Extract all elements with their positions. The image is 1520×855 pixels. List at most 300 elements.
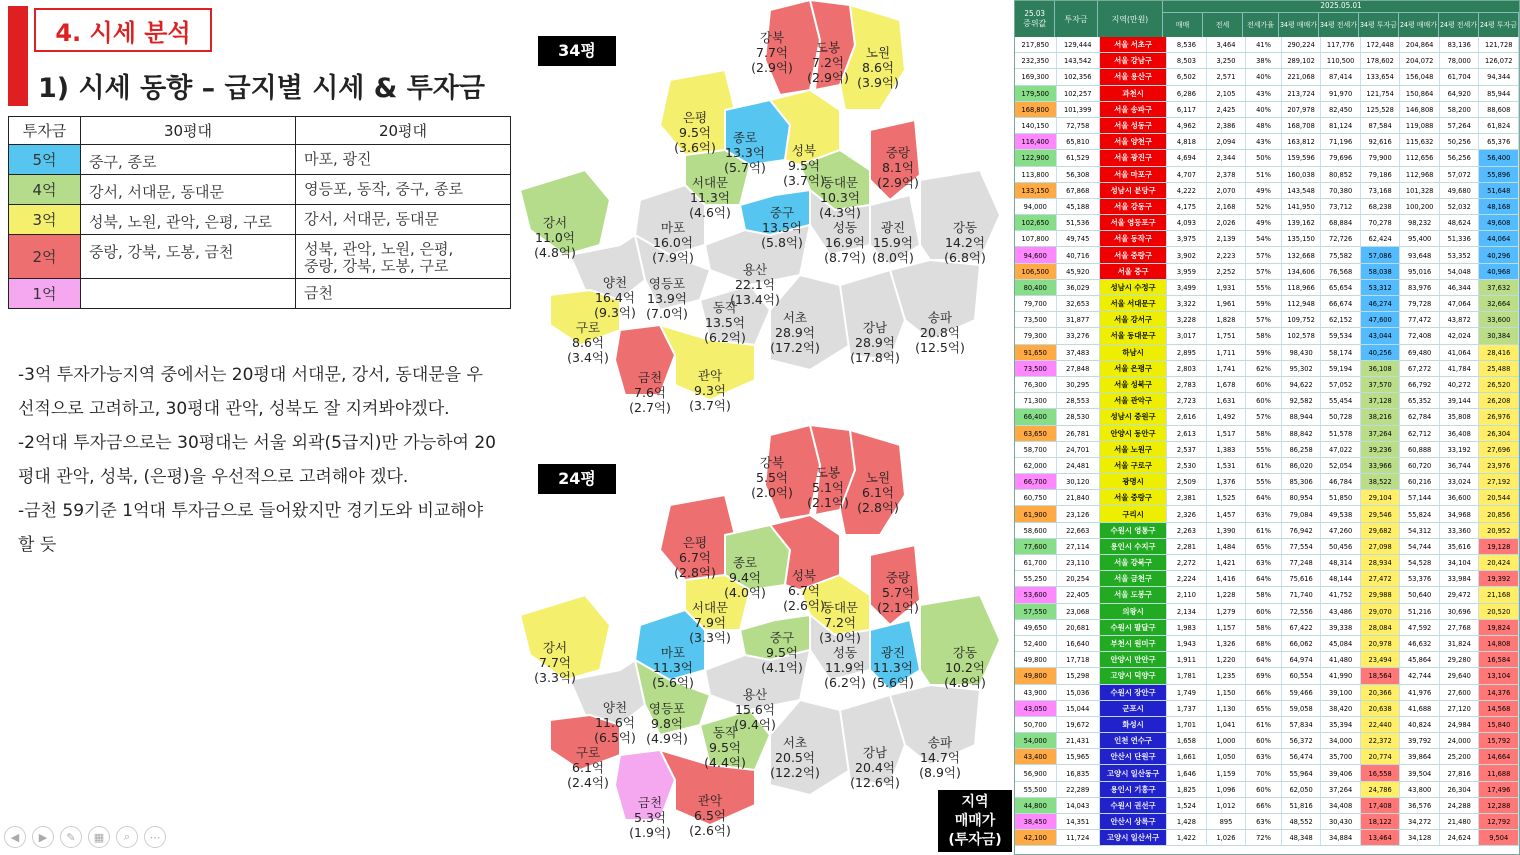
district-name: 마포 xyxy=(660,220,686,235)
table-cell: 안양시 동안구 xyxy=(1100,426,1167,441)
district-invest: (8.0억) xyxy=(872,250,914,265)
table-cell: 62,712 xyxy=(1400,426,1440,441)
table-cell: 2,134 xyxy=(1167,604,1207,619)
invest-20: 영등포, 동작, 중구, 종로 xyxy=(296,175,511,205)
district-price: 5.3억 xyxy=(634,810,666,825)
table-cell: 98,430 xyxy=(1282,345,1322,360)
table-cell: 49,538 xyxy=(1321,506,1361,521)
table-row xyxy=(1015,118,1519,134)
district-label xyxy=(770,310,820,355)
district-price: 6.1억 xyxy=(862,485,894,500)
table-cell: 132,668 xyxy=(1282,247,1322,262)
table-cell: 37,483 xyxy=(1057,345,1100,360)
table-cell: 52,054 xyxy=(1321,458,1361,473)
district-name: 영등포 xyxy=(648,276,686,291)
district-name: 광진 xyxy=(880,645,906,660)
table-cell: 54% xyxy=(1246,231,1282,246)
table-cell: 116,400 xyxy=(1015,134,1057,149)
table-cell: 2,252 xyxy=(1207,264,1247,279)
table-cell: 141,950 xyxy=(1282,199,1322,214)
table-cell: 25,488 xyxy=(1479,361,1519,376)
table-cell: 과천시 xyxy=(1100,86,1167,101)
district-name: 도봉 xyxy=(815,465,841,480)
table-cell: 34,408 xyxy=(1321,798,1361,813)
table-cell: 20,366 xyxy=(1361,685,1401,700)
table-cell: 16,584 xyxy=(1479,652,1519,667)
table-row xyxy=(1015,264,1519,280)
district-price: 13.5억 xyxy=(762,220,802,235)
table-cell: 160,038 xyxy=(1282,167,1322,182)
table-cell: 23,126 xyxy=(1057,506,1100,521)
invest-row xyxy=(9,175,511,205)
table-cell: 88,944 xyxy=(1282,409,1322,424)
table-cell: 58% xyxy=(1246,587,1282,602)
table-cell: 12,792 xyxy=(1479,814,1519,829)
district-price: 7.7억 xyxy=(756,45,788,60)
district-name: 강북 xyxy=(759,455,785,470)
table-cell: 80,954 xyxy=(1282,490,1322,505)
table-cell: 25,200 xyxy=(1440,749,1480,764)
table-cell: 1,828 xyxy=(1207,312,1247,327)
table-cell: 143,542 xyxy=(1057,53,1100,68)
table-cell: 46,784 xyxy=(1321,474,1361,489)
table-cell: 서울 강동구 xyxy=(1100,199,1167,214)
table-cell: 2,530 xyxy=(1167,458,1207,473)
table-cell: 서울 서초구 xyxy=(1100,37,1167,52)
table-cell: 17,408 xyxy=(1361,798,1401,813)
table-cell: 69% xyxy=(1246,668,1282,683)
table-cell: 2,070 xyxy=(1207,183,1247,198)
map-34-tag: 34평 xyxy=(538,36,616,66)
table-cell: 15,298 xyxy=(1057,668,1100,683)
table-cell: 63% xyxy=(1246,814,1282,829)
table-cell: 1,376 xyxy=(1207,474,1247,489)
district-label xyxy=(824,220,866,265)
table-cell: 57% xyxy=(1246,312,1282,327)
table-cell: 55,250 xyxy=(1015,571,1057,586)
district-name: 중구 xyxy=(769,630,795,645)
district-price: 6.7억 xyxy=(679,550,711,565)
more-icon[interactable]: ⋯ xyxy=(144,826,166,848)
table-cell: 1,422 xyxy=(1167,830,1207,845)
table-cell: 37,632 xyxy=(1479,280,1519,295)
table-row xyxy=(1015,167,1519,183)
table-cell: 인천 연수구 xyxy=(1100,733,1167,748)
table-cell: 49,745 xyxy=(1057,231,1100,246)
table-cell: 62,424 xyxy=(1361,231,1401,246)
table-cell: 43,486 xyxy=(1321,604,1361,619)
table-row xyxy=(1015,361,1519,377)
table-cell: 71,196 xyxy=(1321,134,1361,149)
district-invest: (2.9억) xyxy=(877,175,919,190)
table-row xyxy=(1015,328,1519,344)
table-cell: 1,492 xyxy=(1207,409,1247,424)
table-row xyxy=(1015,69,1519,85)
table-cell: 안산시 상록구 xyxy=(1100,814,1167,829)
table-cell: 13,104 xyxy=(1479,668,1519,683)
district-price: 13.5억 xyxy=(705,315,745,330)
district-price: 13.3억 xyxy=(725,145,765,160)
table-cell: 59,466 xyxy=(1282,685,1322,700)
table-cell: 고양시 일산서구 xyxy=(1100,830,1167,845)
table-cell: 1,711 xyxy=(1207,345,1247,360)
district-invest: (6.5억) xyxy=(594,730,636,745)
invest-amount: 3억 xyxy=(9,205,81,235)
table-cell: 139,162 xyxy=(1282,215,1322,230)
table-cell: 서울 동작구 xyxy=(1100,231,1167,246)
district-label xyxy=(944,645,986,690)
table-cell: 57,052 xyxy=(1321,377,1361,392)
table-cell: 12,288 xyxy=(1479,798,1519,813)
district-label xyxy=(915,310,965,355)
table-cell: 34,104 xyxy=(1440,555,1480,570)
note-item: -금천 59기준 1억대 투자금으로 들어왔지만 경기도와 비교해야 할 듯 xyxy=(18,501,484,555)
table-cell: 22,289 xyxy=(1057,782,1100,797)
district-name: 금천 xyxy=(637,370,663,385)
table-cell: 15,840 xyxy=(1479,717,1519,732)
table-cell: 117,776 xyxy=(1321,37,1361,52)
district-name: 강동 xyxy=(952,645,978,660)
table-cell: 40,716 xyxy=(1057,247,1100,262)
table-cell: 14,043 xyxy=(1057,798,1100,813)
table-cell: 119,088 xyxy=(1400,118,1440,133)
table-cell: 895 xyxy=(1207,814,1247,829)
district-label xyxy=(674,110,716,155)
table-cell: 56,400 xyxy=(1479,150,1519,165)
table-cell: 29,640 xyxy=(1440,668,1480,683)
table-cell: 2,386 xyxy=(1207,118,1247,133)
table-cell: 40,824 xyxy=(1400,717,1440,732)
district-name: 노원 xyxy=(865,470,891,485)
table-cell: 37,570 xyxy=(1361,377,1401,392)
table-cell: 63% xyxy=(1246,749,1282,764)
table-row xyxy=(1015,733,1519,749)
table-cell: 36,029 xyxy=(1057,280,1100,295)
table-cell: 30,430 xyxy=(1321,814,1361,829)
table-cell: 121,754 xyxy=(1361,86,1401,101)
table-cell: 94,622 xyxy=(1282,377,1322,392)
table-cell: 31,877 xyxy=(1057,312,1100,327)
table-cell: 60,216 xyxy=(1400,474,1440,489)
table-cell: 37,264 xyxy=(1361,426,1401,441)
district-invest: (12.5억) xyxy=(915,340,965,355)
table-cell: 27,600 xyxy=(1440,685,1480,700)
district-name: 금천 xyxy=(637,795,663,810)
district-name: 용산 xyxy=(742,262,768,277)
table-cell: 서울 용산구 xyxy=(1100,69,1167,84)
district-name: 구로 xyxy=(575,320,601,335)
table-cell: 33,192 xyxy=(1440,442,1480,457)
district-price: 11.3억 xyxy=(690,190,730,205)
district-invest: (2.9억) xyxy=(807,70,849,85)
table-cell: 24,984 xyxy=(1440,717,1480,732)
pen-icon[interactable]: ✎ xyxy=(60,826,82,848)
district-name: 송파 xyxy=(927,310,953,325)
table-cell: 서울 노원구 xyxy=(1100,442,1167,457)
table-row xyxy=(1015,620,1519,636)
table-row xyxy=(1015,765,1519,781)
table-cell: 8,536 xyxy=(1167,37,1207,52)
table-cell: 107,800 xyxy=(1015,231,1057,246)
table-cell: 36,600 xyxy=(1440,490,1480,505)
table-cell: 48,624 xyxy=(1440,215,1480,230)
table-cell: 64% xyxy=(1246,490,1282,505)
table-cell: 1,096 xyxy=(1207,782,1247,797)
slides-icon[interactable]: ▦ xyxy=(88,826,110,848)
table-row xyxy=(1015,571,1519,587)
district-price: 10.3억 xyxy=(820,190,860,205)
table-cell: 42,024 xyxy=(1440,328,1480,343)
col-header: 20평대 xyxy=(296,117,511,145)
table-cell: 58% xyxy=(1246,328,1282,343)
prev-icon[interactable]: ◀ xyxy=(4,826,26,848)
district-label xyxy=(944,220,986,265)
table-cell: 93,648 xyxy=(1400,247,1440,262)
table-cell: 79,300 xyxy=(1015,328,1057,343)
table-cell: 55% xyxy=(1246,474,1282,489)
table-cell: 65,810 xyxy=(1057,134,1100,149)
district-invest: (8.7억) xyxy=(824,250,866,265)
table-cell: 서울 성북구 xyxy=(1100,377,1167,392)
district-label xyxy=(872,220,914,265)
table-cell: 고양시 덕양구 xyxy=(1100,668,1167,683)
table-cell: 23,110 xyxy=(1057,555,1100,570)
table-row xyxy=(1015,523,1519,539)
table-cell: 59% xyxy=(1246,345,1282,360)
table-cell: 73,500 xyxy=(1015,312,1057,327)
district-name: 강동 xyxy=(952,220,978,235)
table-cell: 49,650 xyxy=(1015,620,1057,635)
table-cell: 26,304 xyxy=(1479,426,1519,441)
col-header: 24평 투자금 xyxy=(1479,13,1519,37)
table-cell: 27,098 xyxy=(1361,539,1401,554)
legend-invest: (투자금) xyxy=(948,832,1002,848)
table-cell: 121,728 xyxy=(1479,37,1519,52)
table-cell: 62,152 xyxy=(1321,312,1361,327)
table-cell: 20,681 xyxy=(1057,620,1100,635)
table-cell: 23,068 xyxy=(1057,604,1100,619)
district-name: 중랑 xyxy=(885,570,911,585)
table-cell: 60,554 xyxy=(1282,668,1322,683)
district-label xyxy=(751,30,793,75)
table-cell: 55,964 xyxy=(1282,765,1322,780)
table-cell: 102,650 xyxy=(1015,215,1057,230)
next-icon[interactable]: ▶ xyxy=(32,826,54,848)
district-label xyxy=(850,320,900,365)
table-cell: 61% xyxy=(1246,523,1282,538)
table-cell: 14,351 xyxy=(1057,814,1100,829)
district-price: 11.9억 xyxy=(825,660,865,675)
table-cell: 9,504 xyxy=(1479,830,1519,845)
table-cell: 45,920 xyxy=(1057,264,1100,279)
table-cell: 49,800 xyxy=(1015,652,1057,667)
table-cell: 43% xyxy=(1246,134,1282,149)
table-cell: 1,041 xyxy=(1207,717,1247,732)
table-cell: 1,421 xyxy=(1207,555,1247,570)
table-cell: 70,380 xyxy=(1321,183,1361,198)
legend-region: 지역 xyxy=(961,794,989,810)
table-cell: 76,568 xyxy=(1321,264,1361,279)
table-cell: 1,157 xyxy=(1207,620,1247,635)
table-row xyxy=(1015,604,1519,620)
table-cell: 29,104 xyxy=(1361,490,1401,505)
table-cell: 58,038 xyxy=(1361,264,1401,279)
table-cell: 1,749 xyxy=(1167,685,1207,700)
table-cell: 63% xyxy=(1246,506,1282,521)
table-cell: 61% xyxy=(1246,458,1282,473)
table-cell: 169,300 xyxy=(1015,69,1057,84)
table-cell: 36,108 xyxy=(1361,361,1401,376)
table-cell: 76,942 xyxy=(1282,523,1322,538)
district-price: 9.3억 xyxy=(694,383,726,398)
district-invest: (2.0억) xyxy=(751,485,793,500)
col-header: 지역(만원) xyxy=(1098,1,1163,37)
district-price: 14.2억 xyxy=(945,235,985,250)
table-cell: 서울 은평구 xyxy=(1100,361,1167,376)
table-cell: 2,571 xyxy=(1207,69,1247,84)
district-label xyxy=(629,795,671,840)
table-cell: 47,600 xyxy=(1361,312,1401,327)
table-cell: 18,122 xyxy=(1361,814,1401,829)
table-cell: 14,376 xyxy=(1479,685,1519,700)
district-invest: (3.3억) xyxy=(689,630,731,645)
col-header: 투자금 xyxy=(1055,1,1097,37)
table-cell: 14,568 xyxy=(1479,701,1519,716)
legend-price: 매매가 xyxy=(954,813,996,829)
table-cell: 35,616 xyxy=(1440,539,1480,554)
district-label xyxy=(857,470,899,515)
table-cell: 21,840 xyxy=(1057,490,1100,505)
district-name: 노원 xyxy=(865,45,891,60)
table-cell: 61% xyxy=(1246,717,1282,732)
table-cell: 34,884 xyxy=(1321,830,1361,845)
district-name: 서초 xyxy=(782,735,808,750)
table-row xyxy=(1015,555,1519,571)
table-row xyxy=(1015,393,1519,409)
table-cell: 34,968 xyxy=(1440,506,1480,521)
table-cell: 4,818 xyxy=(1167,134,1207,149)
table-cell: 40% xyxy=(1246,69,1282,84)
invest-20: 강서, 서대문, 동대문 xyxy=(296,205,511,235)
table-cell: 172,448 xyxy=(1361,37,1401,52)
table-cell: 성남시 분당구 xyxy=(1100,183,1167,198)
table-cell: 68% xyxy=(1246,636,1282,651)
table-cell: 57,264 xyxy=(1440,118,1480,133)
table-cell: 57% xyxy=(1246,264,1282,279)
table-cell: 33,600 xyxy=(1479,312,1519,327)
table-row xyxy=(1015,312,1519,328)
table-cell: 133,150 xyxy=(1015,183,1057,198)
table-cell: 15,965 xyxy=(1057,749,1100,764)
table-cell: 15,036 xyxy=(1057,685,1100,700)
table-cell: 24,624 xyxy=(1440,830,1480,845)
table-row xyxy=(1015,53,1519,69)
district-label xyxy=(877,145,919,190)
district-name: 은평 xyxy=(682,110,708,125)
table-cell: 47,592 xyxy=(1400,620,1440,635)
table-cell: 62,050 xyxy=(1282,782,1322,797)
left-header-date: 25.03 xyxy=(1024,9,1045,18)
table-cell: 79,084 xyxy=(1282,506,1322,521)
table-cell: 79,728 xyxy=(1400,296,1440,311)
table-cell: 1,646 xyxy=(1167,765,1207,780)
table-cell: 35,394 xyxy=(1321,717,1361,732)
table-cell: 79,696 xyxy=(1321,150,1361,165)
table-cell: 고양시 일산동구 xyxy=(1100,765,1167,780)
table-cell: 40,968 xyxy=(1479,264,1519,279)
district-invest: (3.3억) xyxy=(534,670,576,685)
table-cell: 1,524 xyxy=(1167,798,1207,813)
table-cell: 38,522 xyxy=(1361,474,1401,489)
table-cell: 22,440 xyxy=(1361,717,1401,732)
invest-amount: 4억 xyxy=(9,175,81,205)
table-cell: 36,576 xyxy=(1400,798,1440,813)
investment-table xyxy=(8,116,511,309)
table-cell: 27,696 xyxy=(1479,442,1519,457)
table-cell: 37,264 xyxy=(1321,782,1361,797)
district-name: 송파 xyxy=(927,735,953,750)
table-cell: 39,792 xyxy=(1400,733,1440,748)
zoom-icon[interactable]: ⌕ xyxy=(116,826,138,848)
table-cell: 83,136 xyxy=(1440,37,1480,52)
table-cell: 69,480 xyxy=(1400,345,1440,360)
table-cell: 1,228 xyxy=(1207,587,1247,602)
table-cell: 1,678 xyxy=(1207,377,1247,392)
invest-30: 중랑, 강북, 도봉, 금천 xyxy=(81,235,296,279)
district-name: 구로 xyxy=(575,745,601,760)
table-cell: 55,500 xyxy=(1015,782,1057,797)
table-cell: 58,600 xyxy=(1015,523,1057,538)
district-price: 20.5억 xyxy=(775,750,815,765)
district-name: 양천 xyxy=(602,700,628,715)
district-label xyxy=(594,700,636,745)
col-header: 전세 xyxy=(1203,13,1243,37)
district-label xyxy=(704,725,746,770)
district-label xyxy=(724,555,766,600)
table-cell: 8,503 xyxy=(1167,53,1207,68)
table-cell: 56,900 xyxy=(1015,765,1057,780)
table-cell: 207,978 xyxy=(1282,102,1322,117)
table-row xyxy=(1015,134,1519,150)
district-invest: (3.0억) xyxy=(819,630,861,645)
table-cell: 113,800 xyxy=(1015,167,1057,182)
table-cell: 49% xyxy=(1246,183,1282,198)
table-cell: 24,288 xyxy=(1440,798,1480,813)
table-cell: 49,800 xyxy=(1015,668,1057,683)
table-cell: 72% xyxy=(1246,830,1282,845)
table-cell: 79,186 xyxy=(1361,167,1401,182)
table-cell: 51,216 xyxy=(1400,604,1440,619)
table-cell: 1,390 xyxy=(1207,523,1247,538)
table-row xyxy=(1015,442,1519,458)
table-cell: 41,976 xyxy=(1400,685,1440,700)
table-cell: 92,582 xyxy=(1282,393,1322,408)
district-invest: (2.6억) xyxy=(689,823,731,838)
table-cell: 57,834 xyxy=(1282,717,1322,732)
table-cell: 1,741 xyxy=(1207,361,1247,376)
table-cell: 88,842 xyxy=(1282,426,1322,441)
district-invest: (3.9억) xyxy=(857,75,899,90)
district-label xyxy=(919,735,961,780)
table-cell: 76,300 xyxy=(1015,377,1057,392)
district-invest: (2.7억) xyxy=(629,400,671,415)
table-cell: 2,224 xyxy=(1167,571,1207,586)
col-header: 24평 전세가 xyxy=(1439,13,1479,37)
table-cell: 서울 중랑구 xyxy=(1100,490,1167,505)
table-cell: 54,528 xyxy=(1400,555,1440,570)
table-cell: 17,496 xyxy=(1479,782,1519,797)
table-cell: 50,456 xyxy=(1321,539,1361,554)
